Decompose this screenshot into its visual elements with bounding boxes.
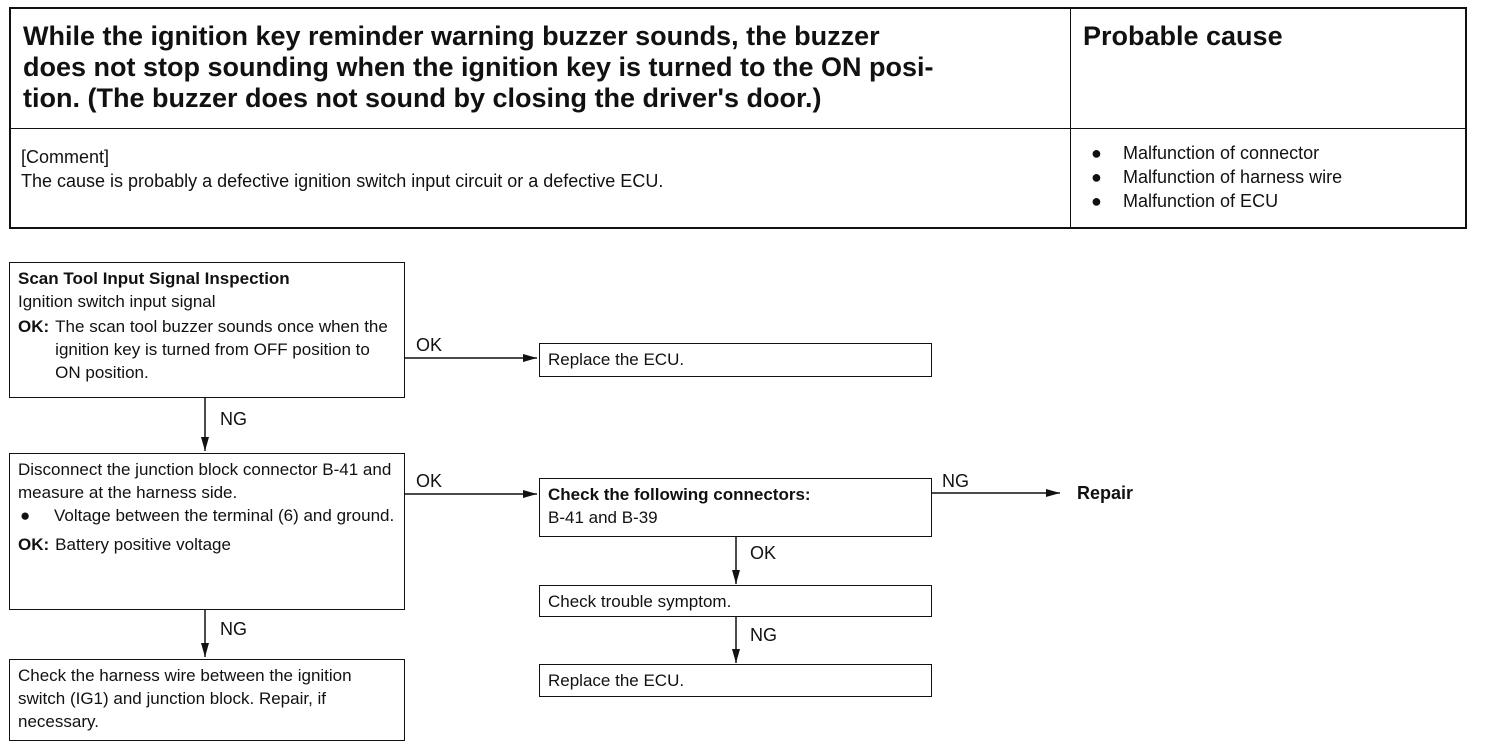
ok-criteria [18, 315, 396, 384]
check-connectors-title: Check the following connectors: [548, 485, 811, 504]
check-connectors-text: B-41 and B-39 [548, 508, 658, 527]
ok-arrow-label: OK [416, 335, 443, 355]
symptom-header-line: does not stop sounding when the ignition key is turned to the ON posi- [23, 52, 934, 82]
check-symptom-box [539, 585, 932, 617]
replace-ecu-text: Replace the ECU. [548, 350, 685, 369]
junction-block-measure-box [9, 453, 405, 610]
cause-text: Malfunction of connector [1123, 143, 1320, 163]
junction-block-instruction: Disconnect the junction block connector B-41 and measure at the harness side. [18, 460, 392, 502]
bullet-icon: ● [1091, 167, 1102, 187]
bullet-icon: ● [1091, 191, 1102, 211]
check-symptom-text: Check trouble symptom. [548, 592, 732, 611]
replace-ecu-box [539, 343, 932, 377]
check-connectors-box [539, 478, 932, 537]
list-item [18, 504, 396, 527]
bullet-icon: ● [20, 506, 31, 525]
ng-arrow-label: NG [750, 625, 777, 645]
cause-text: Malfunction of harness wire [1123, 167, 1343, 187]
scan-tool-subtitle: Ignition switch input signal [18, 292, 216, 311]
ok-text: The scan tool buzzer sounds once when the ignition key is turned from OFF position to ON position. [55, 317, 388, 382]
cause-text: Malfunction of ECU [1123, 191, 1279, 211]
voltage-measure-text: Voltage between the terminal (6) and ground. [54, 506, 395, 525]
ng-arrow-label: NG [220, 619, 247, 639]
scan-tool-title: Scan Tool Input Signal Inspection [18, 269, 290, 288]
ng-arrow-label: NG [942, 471, 969, 491]
ng-arrow-label: NG [220, 409, 247, 429]
replace-ecu-text: Replace the ECU. [548, 671, 685, 690]
bullet-icon: ● [1091, 143, 1102, 163]
harness-check-text: Check the harness wire between the ignition switch (IG1) and junction block. Repair, if necessary. [18, 666, 352, 731]
symptom-header-line: tion. (The buzzer does not sound by closing the driver's door.) [23, 83, 822, 113]
ok-criteria [18, 533, 396, 556]
ok-arrow-label: OK [416, 471, 443, 491]
probable-cause-header: Probable cause [1083, 21, 1283, 51]
symptom-header-line: While the ignition key reminder warning buzzer sounds, the buzzer [23, 21, 880, 51]
ok-label: OK: [18, 535, 50, 554]
scan-tool-inspection-box [9, 262, 405, 398]
repair-label: Repair [1077, 483, 1134, 503]
comment-label: [Comment] [21, 147, 110, 167]
ok-arrow-label: OK [750, 543, 777, 563]
ok-label: OK: [18, 317, 50, 336]
harness-check-box [9, 659, 405, 741]
ok-text: Battery positive voltage [55, 535, 231, 554]
comment-text: The cause is probably a defective ignition switch input circuit or a defective ECU. [21, 171, 664, 191]
replace-ecu-box [539, 664, 932, 697]
